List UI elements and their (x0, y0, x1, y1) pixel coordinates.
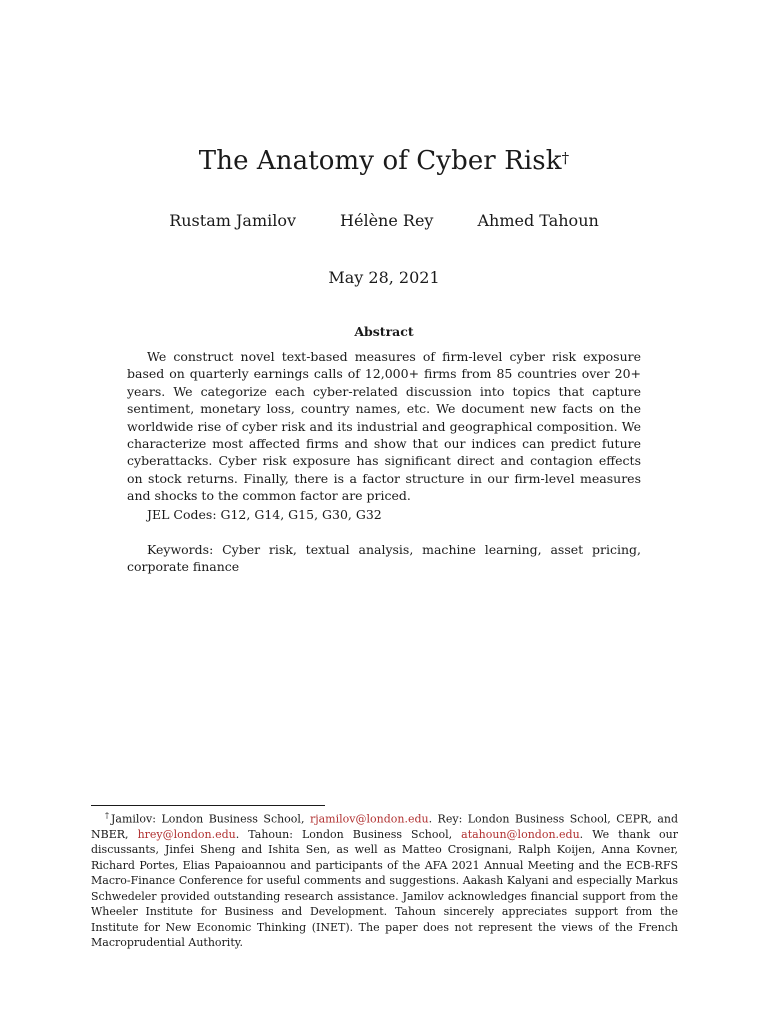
footnote-mark: † (105, 811, 111, 820)
footnote-text: . Rey: London Business School, CEPR, and NBER, (91, 812, 679, 842)
author-name: Hélène Rey (340, 211, 434, 230)
author-name: Rustam Jamilov (169, 211, 297, 230)
email-link-tahoun[interactable]: atahoun@london.edu (461, 828, 580, 842)
author-list (0, 210, 768, 232)
abstract-heading: Abstract (354, 324, 414, 339)
footnote-text: Jamilov: London Business School, (111, 812, 310, 826)
abstract-text: We construct novel text-based measures of firm-level cyber risk exposure based on quarterly earnings calls of 12,000+ firms from 85 countries over 20+ years. We categorize each cyber-related discussion into topics that capture sentiment, monetary loss, country names, etc. We document new facts on the worldwide rise of cyber risk and its industrial and geographical composition. We characterize most affected firms and show that our indices can predict future cyberattacks. Cyber risk exposure has significant direct and contagion effects on stock returns. Finally, there is a factor structure in our firm-level measures and shocks to the common factor are priced. (127, 349, 641, 504)
footnote-text: . Tahoun: London Business School, (235, 828, 462, 842)
jel-codes: JEL Codes: G12, G14, G15, G30, G32 (147, 507, 382, 522)
footnote-divider (91, 805, 325, 806)
title-footnote-mark: † (561, 149, 570, 167)
footnote (91, 808, 678, 950)
paper-title (0, 144, 768, 178)
author-name: Ahmed Tahoun (477, 211, 599, 230)
keywords: Keywords: Cyber risk, textual analysis, machine learning, asset pricing, corporate finance (127, 542, 641, 575)
title-text: The Anatomy of Cyber Risk (198, 146, 562, 176)
publication-date: May 28, 2021 (328, 268, 440, 287)
email-link-rey[interactable]: hrey@london.edu (137, 828, 236, 842)
email-link-jamilov[interactable]: rjamilov@london.edu (309, 812, 429, 826)
footnote-text: . We thank our discussants, Jinfei Sheng and Ishita Sen, as well as Matteo Crosignani, Ralph Koijen, Anna Kovner, Richard Portes, Elias Papaioannou and participants of the AFA 2021 Annual Meeting and the ECB-RFS Macro-Finance Conference for useful comments and suggestions. Aakash Kalyani and especially Markus Schwedeler provided outstanding research assistance. Jamilov acknowledges financial support from the Wheeler Institute for Business and Development. Tahoun sincerely appreciates support from the Institute for New Economic Thinking (INET). The paper does not represent the views of the French Macroprudential Authority. (91, 828, 679, 949)
